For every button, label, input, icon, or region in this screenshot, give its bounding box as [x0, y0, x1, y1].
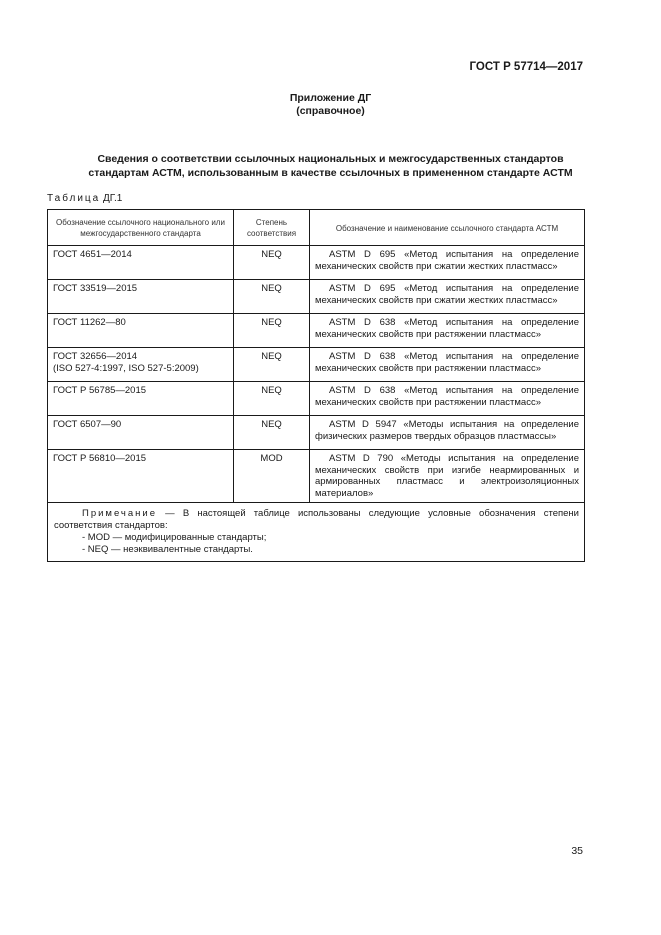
cell-astm: ASTM D 638 «Метод испытания на определение механических свойств при растяжении пластмасс»	[310, 348, 585, 382]
table-row	[48, 416, 585, 450]
note-text: — В настоящей таблице использованы следующие условные обозначения степени соответствия стандартов:	[54, 508, 579, 531]
section-heading-line-2: стандартам АСТМ, использованным в качестве ссылочных в примененном стандарте АСТМ	[88, 167, 573, 179]
cell-standard	[48, 348, 234, 382]
annex-subtitle: (справочное)	[296, 105, 365, 117]
table-row	[48, 280, 585, 314]
document-code: ГОСТ Р 57714—2017	[469, 61, 583, 73]
cell-astm: ASTM D 638 «Метод испытания на определение механических свойств при растяжении пластмасс»	[310, 382, 585, 416]
cell-standard-iso: (ISO 527-4:1997, ISO 527-5:2009)	[53, 362, 199, 374]
cell-degree: NEQ	[234, 246, 310, 280]
cell-degree: NEQ	[234, 382, 310, 416]
cell-standard-main: ГОСТ 32656—2014	[53, 351, 138, 362]
table-row	[48, 382, 585, 416]
cell-degree: NEQ	[234, 348, 310, 382]
table-row	[48, 348, 585, 382]
cell-astm: ASTM D 695 «Метод испытания на определение механических свойств при сжатии жестких пластмасс»	[310, 280, 585, 314]
cell-standard: ГОСТ 4651—2014	[48, 246, 234, 280]
table-caption	[47, 193, 122, 204]
header-astm-standard: Обозначение и наименование ссылочного стандарта АСТМ	[310, 210, 585, 246]
cell-astm: ASTM D 695 «Метод испытания на определение механических свойств при сжатии жестких пластмасс»	[310, 246, 585, 280]
table-caption-prefix: Таблица	[47, 193, 101, 204]
cell-standard: ГОСТ Р 56810—2015	[48, 450, 234, 503]
cell-degree: MOD	[234, 450, 310, 503]
table-note	[48, 503, 585, 562]
annex-title-block	[0, 92, 661, 118]
table-row	[48, 450, 585, 503]
cell-degree: NEQ	[234, 314, 310, 348]
note-label: Примечание	[82, 508, 157, 519]
note-item-mod: - MOD — модифицированные стандарты;	[82, 532, 267, 543]
table-header-row	[48, 210, 585, 246]
section-heading	[50, 152, 611, 180]
table-caption-id: ДГ.1	[103, 193, 123, 204]
cell-standard: ГОСТ 6507—90	[48, 416, 234, 450]
cell-standard: ГОСТ 11262—80	[48, 314, 234, 348]
cell-astm: ASTM D 638 «Метод испытания на определение механических свойств при растяжении пластмасс»	[310, 314, 585, 348]
table-row	[48, 314, 585, 348]
annex-title: Приложение ДГ	[289, 92, 372, 104]
table-row	[48, 246, 585, 280]
table-note-row	[48, 503, 585, 562]
note-paragraph	[54, 508, 579, 532]
note-item-neq: - NEQ — неэквивалентные стандарты.	[82, 544, 253, 555]
cell-astm: ASTM D 790 «Методы испытания на определение механических свойств при изгибе неармированных и армированных пластмасс и электроизоляционных материалов»	[310, 450, 585, 503]
header-degree: Степень соответствия	[234, 210, 310, 246]
cell-degree: NEQ	[234, 416, 310, 450]
header-national-standard: Обозначение ссылочного национального или межгосударственного стандарта	[48, 210, 234, 246]
cell-standard: ГОСТ 33519—2015	[48, 280, 234, 314]
cell-astm: ASTM D 5947 «Методы испытания на определение физических размеров твердых образцов пластмассы»	[310, 416, 585, 450]
cell-standard: ГОСТ Р 56785—2015	[48, 382, 234, 416]
page-number: 35	[571, 845, 583, 857]
correspondence-table	[47, 209, 585, 562]
section-heading-line-1: Сведения о соответствии ссылочных национальных и межгосударственных стандартов	[97, 153, 564, 165]
cell-degree: NEQ	[234, 280, 310, 314]
